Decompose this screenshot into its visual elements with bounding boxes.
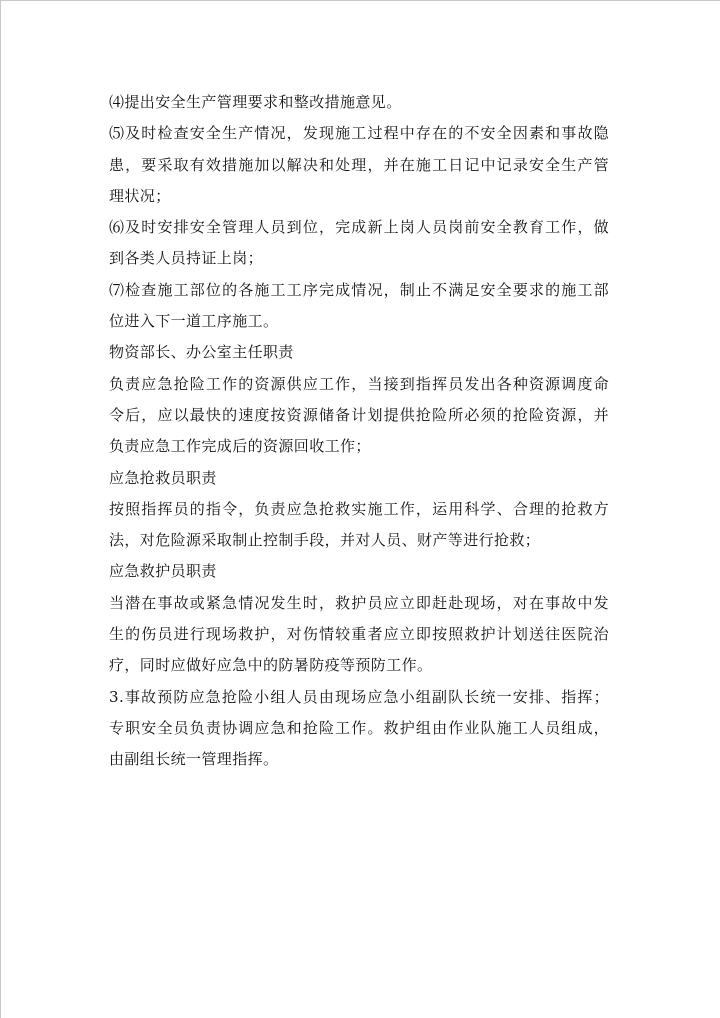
text-line: 位进入下一道工序施工。: [109, 312, 279, 331]
paragraph-rescuer-duties: [109, 494, 609, 557]
section-heading: 应急救护员职责: [109, 562, 217, 581]
paragraph-medic-duties: [109, 588, 609, 682]
paragraph-7: [109, 275, 609, 338]
text-line: 法，对危险源采取制止控制手段，并对人员、财产等进行抢救；: [109, 531, 541, 550]
text-line: 专职安全员负责协调应急和抢险工作。救护组由作业队施工人员组成，: [109, 718, 609, 737]
heading-materials-office-duties: [109, 337, 609, 368]
paragraph-item-3: [109, 682, 609, 776]
text-line: 负责应急抢险工作的资源供应工作，当接到指挥员发出各种资源调度命: [109, 374, 609, 393]
text-line: 负责应急工作完成后的资源回收工作；: [109, 437, 371, 456]
text-line: 当潜在事故或紧急情况发生时，救护员应立即赶赴现场，对在事故中发: [109, 593, 609, 612]
paragraph-4: [109, 87, 609, 118]
paragraph-materials-duties: [109, 369, 609, 463]
heading-rescuer-duties: [109, 463, 609, 494]
paragraph-5: [109, 118, 609, 212]
text-line: 理状况；: [109, 186, 171, 205]
section-heading: 应急抢救员职责: [109, 468, 217, 487]
paragraph-6: [109, 212, 609, 275]
text-line: 按照指挥员的指令，负责应急抢救实施工作，运用科学、合理的抢救方: [109, 499, 609, 518]
text-line: ⑷提出安全生产管理要求和整改措施意见。: [109, 93, 402, 111]
text-line: 生的伤员进行现场救护，对伤情较重者应立即按照救护计划送往医院治: [109, 625, 609, 644]
text-line: 由副组长统一管理指挥。: [109, 750, 279, 769]
text-line: 3.事故预防应急抢险小组人员由现场应急小组副队长统一安排、指挥；: [109, 687, 609, 706]
text-line: 患，要采取有效措施加以解决和处理，并在施工日记中记录安全生产管: [109, 155, 609, 174]
document-body: [109, 87, 609, 776]
heading-medic-duties: [109, 556, 609, 587]
text-line: ⑹及时安排安全管理人员到位，完成新上岗人员岗前安全教育工作，做: [109, 218, 609, 237]
text-line: 到各类人员持证上岗；: [109, 249, 264, 268]
text-line: 疗，同时应做好应急中的防暑防疫等预防工作。: [109, 656, 433, 675]
section-heading: 物资部长、办公室主任职责: [109, 343, 294, 362]
text-line: ⑸及时检查安全生产情况，发现施工过程中存在的不安全因素和事故隐: [109, 124, 609, 143]
text-line: 令后，应以最快的速度按资源储备计划提供抢险所必须的抢险资源，并: [109, 405, 609, 424]
text-line: ⑺检查施工部位的各施工工序完成情况，制止不满足安全要求的施工部: [109, 280, 609, 299]
